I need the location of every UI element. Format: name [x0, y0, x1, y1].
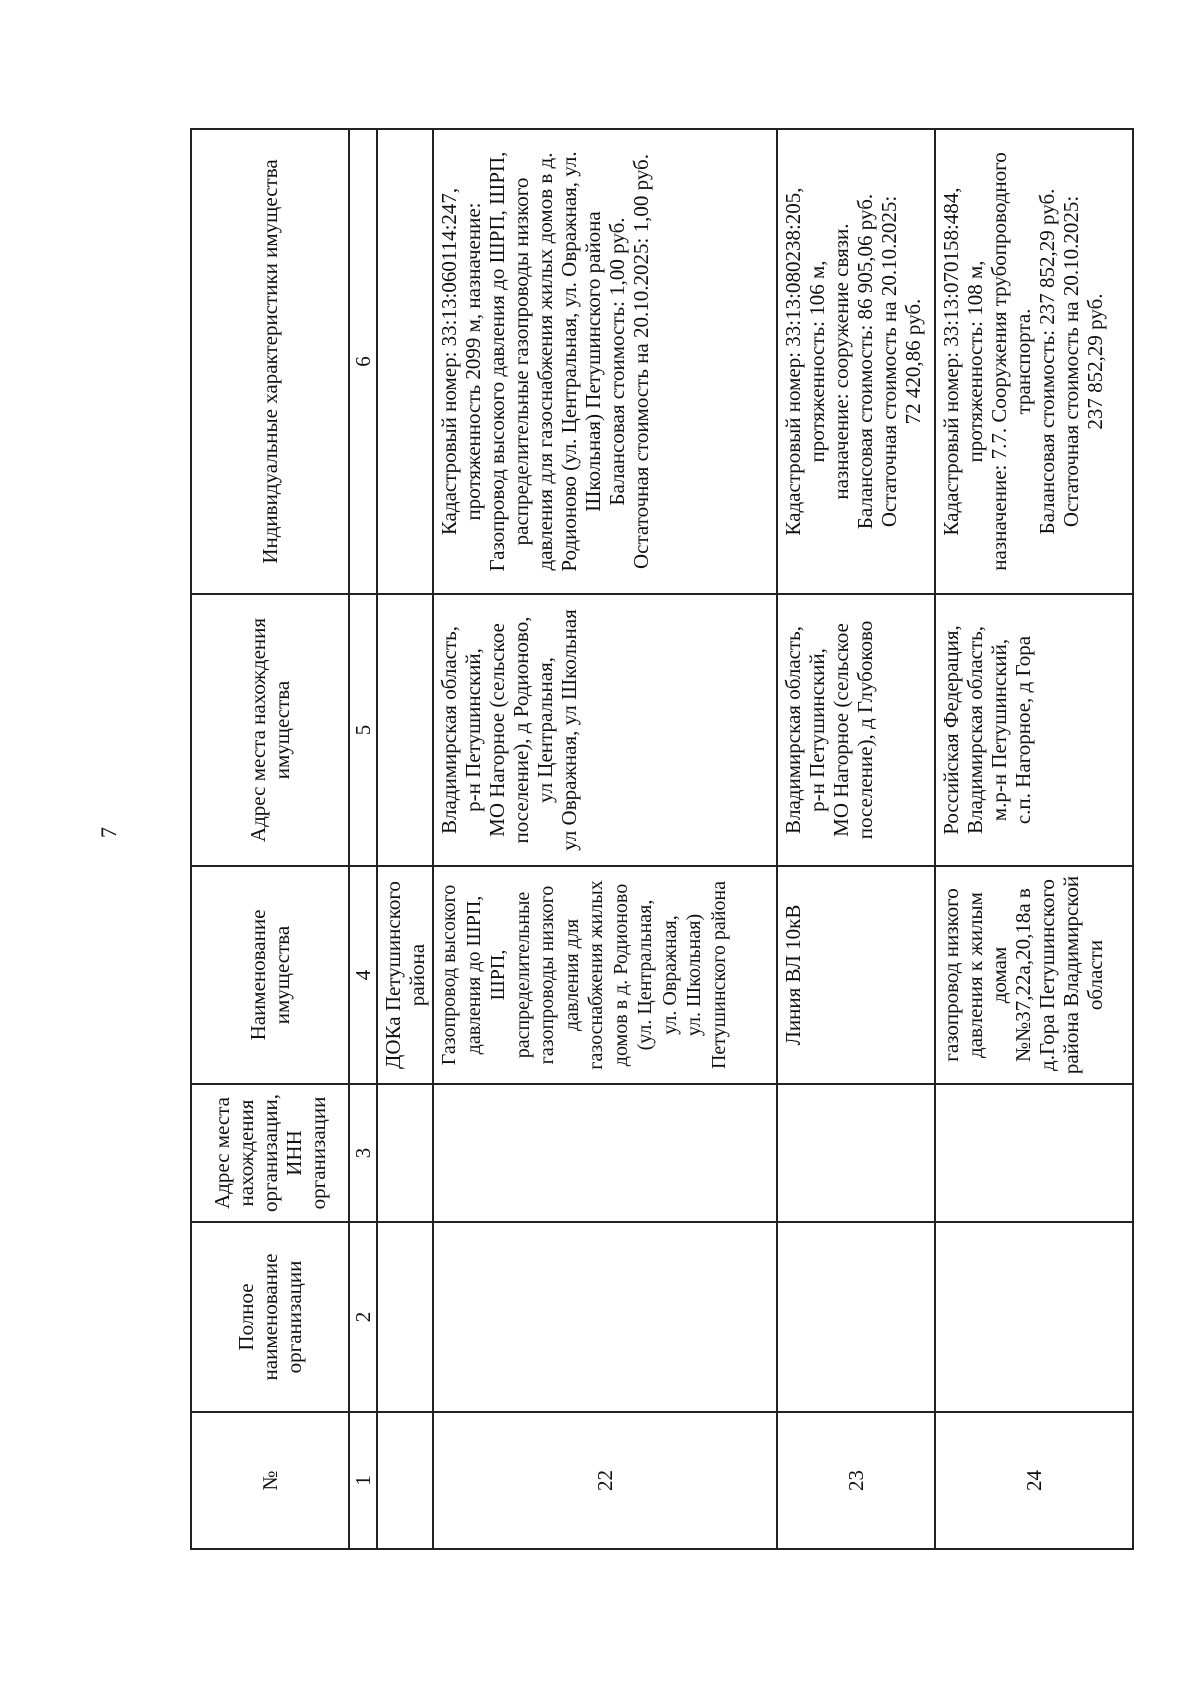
- header-property-name: Наименование имущества: [191, 866, 349, 1084]
- row-property-name: газопровод низкого давления к жилым домам №№37,22а,20,18а в д.Гора Петушинского района Владимирской области: [935, 866, 1133, 1084]
- row-property-address: Владимирская область, р-н Петушинский, МО Нагорное (сельское поселение), д Глубоково: [777, 594, 935, 866]
- row-org-address: [433, 1084, 777, 1222]
- row-characteristics: Кадастровый номер: 33:13:080238:205, протяженность: 106 м, назначение: сооружение связи. Балансовая стоимость: 86 905,06 руб. Остаточная стоимость на 20.10.2025: 72 420,86 руб.: [777, 129, 935, 594]
- row-property-address: Владимирская область, р-н Петушинский, МО Нагорное (сельское поселение), д Родионово, ул Центральная, ул Овражная, ул Школьная: [433, 594, 777, 866]
- property-table: [190, 128, 1134, 1550]
- district-cell-property-address: [377, 594, 433, 866]
- column-number-4: 4: [349, 866, 377, 1084]
- header-org-address: Адрес места нахождения организации, ИНН организации: [191, 1084, 349, 1222]
- column-number-5: 5: [349, 594, 377, 866]
- header-property-address: Адрес места нахождения имущества: [191, 594, 349, 866]
- row-number: 22: [433, 1412, 777, 1549]
- header-row: [191, 129, 349, 1549]
- table-row: [433, 129, 777, 1549]
- district-cell-characteristics: [377, 129, 433, 594]
- district-cell-org-address: [377, 1084, 433, 1222]
- header-number: №: [191, 1412, 349, 1549]
- row-property-name: Газопровод высокого давления до ШРП, ШРП, распределительные газопроводы низкого давления для газоснабжения жилых домов в д. Родионово (ул. Центральная, ул. Овражная, ул. Школьная) Петушинского района: [433, 866, 777, 1084]
- column-number-2: 2: [349, 1222, 377, 1412]
- row-org-name: [433, 1222, 777, 1412]
- row-org-address: [777, 1084, 935, 1222]
- row-number: 24: [935, 1412, 1133, 1549]
- header-org-name: Полное наименование организации: [191, 1222, 349, 1412]
- column-number-1: 1: [349, 1412, 377, 1549]
- column-number-6: 6: [349, 129, 377, 594]
- row-org-name: [935, 1222, 1133, 1412]
- column-number-3: 3: [349, 1084, 377, 1222]
- table-row: [935, 129, 1133, 1549]
- district-cell-org-name: [377, 1222, 433, 1412]
- row-property-name: Линия ВЛ 10кВ: [777, 866, 935, 1084]
- page-number: 7: [96, 827, 121, 838]
- row-org-address: [935, 1084, 1133, 1222]
- district-cell-number: [377, 1412, 433, 1549]
- row-number: 23: [777, 1412, 935, 1549]
- table-row: [777, 129, 935, 1549]
- header-characteristics: Индивидуальные характеристики имущества: [191, 129, 349, 594]
- column-number-row: [349, 129, 377, 1549]
- district-row: [377, 129, 433, 1549]
- district-name: ДОКа Петушинского района: [377, 866, 433, 1084]
- row-characteristics: Кадастровый номер: 33:13:060114:247, протяженность 2099 м, назначение: Газопровод высокого давления до ШРП, ШРП, распределительные газопроводы низкого давления для газоснабжения жилых домов в д. Родионово (ул. Центральная, ул. Овражная, ул. Школьная) Петушинского района Балансовая стоимость: 1,00 руб. Остаточная стоимость на 20.10.2025: 1,00 руб.: [433, 129, 777, 594]
- rotated-table-container: [190, 130, 1107, 1550]
- row-property-address: Российская Федерация, Владимирская область, м.р-н Петушинский, с.п. Нагорное, д Гора: [935, 594, 1133, 866]
- row-org-name: [777, 1222, 935, 1412]
- row-characteristics: Кадастровый номер: 33:13:070158:484, протяженность: 108 м, назначение: 7.7. Сооружения трубопроводного транспорта. Балансовая стоимость: 237 852,29 руб. Остаточная стоимость на 20.10.2025: 237 852,29 руб.: [935, 129, 1133, 594]
